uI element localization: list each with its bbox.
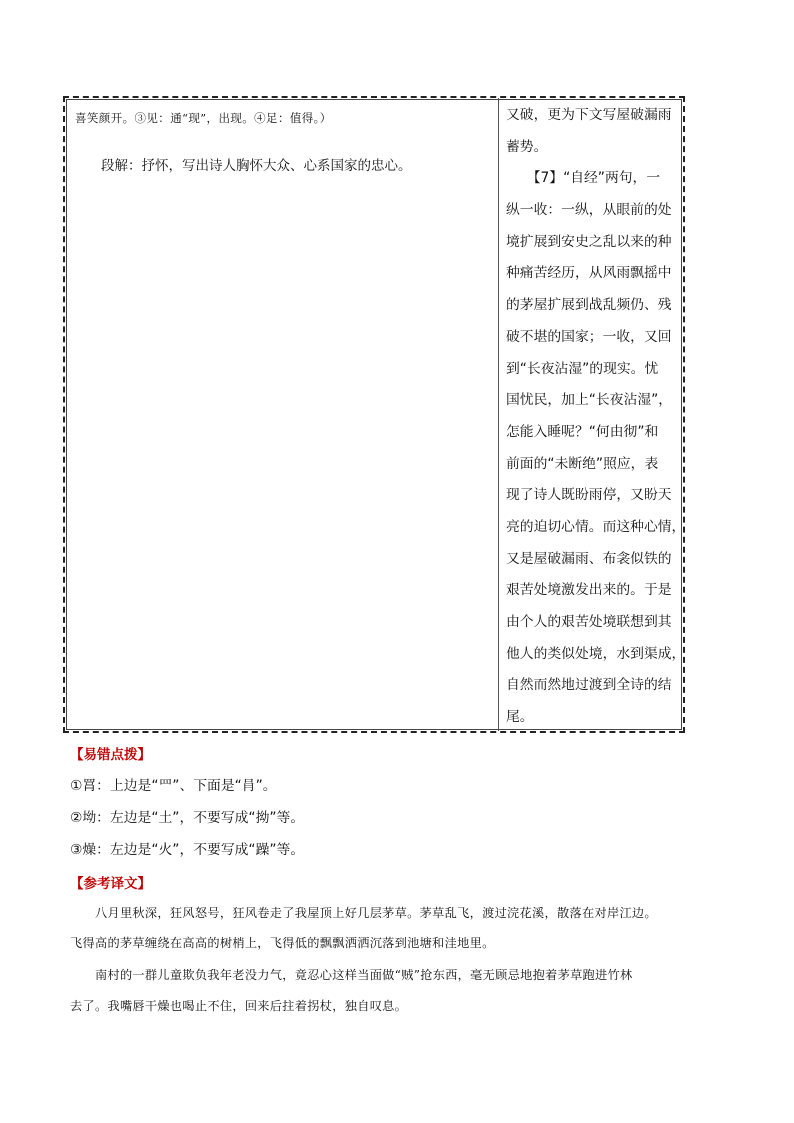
analysis-line: 现了诗人既盼雨停，又盼天 bbox=[506, 487, 672, 504]
analysis-line: 他人的类似处境，水到渠成， bbox=[506, 645, 686, 662]
analysis-line: 亮的迫切心情。而这种心情， bbox=[506, 518, 686, 535]
analysis-line: 尾。 bbox=[506, 709, 534, 726]
errors-heading: 【易错点拨】 bbox=[70, 747, 151, 763]
translation-line: 去了。我嘴唇干燥也喝止不住，回来后拄着拐杖，独自叹息。 bbox=[70, 999, 408, 1013]
analysis-line: 纵一收：一纵，从眼前的处 bbox=[506, 202, 672, 219]
translation-heading: 【参考译文】 bbox=[70, 876, 151, 892]
left-column bbox=[65, 98, 499, 731]
analysis-line: 种痛苦经历，从风雨飘摇中 bbox=[506, 265, 672, 282]
error-item: ②坳：左边是“土”，不要写成“拗”等。 bbox=[70, 810, 305, 826]
analysis-line: 艰苦处境激发出来的。于是 bbox=[506, 582, 672, 599]
analysis-line: 国忧民，加上“长夜沾湿”， bbox=[506, 392, 673, 409]
annotation-table bbox=[63, 96, 685, 733]
analysis-text bbox=[506, 100, 686, 734]
error-item: ③燥：左边是“火”，不要写成“躁”等。 bbox=[70, 842, 305, 858]
analysis-line: 【7】“自经”两句，一 bbox=[506, 170, 661, 187]
analysis-line: 的茅屋扩展到战乱频仍、残 bbox=[506, 297, 672, 314]
analysis-line: 由个人的艰苦处境联想到其 bbox=[506, 614, 672, 630]
paragraph-explanation: 段解：抒怀，写出诗人胸怀大众、心系国家的忠心。 bbox=[101, 158, 412, 174]
error-item: ①罥：上边是“罒”、下面是“肙”。 bbox=[70, 778, 277, 794]
analysis-line: 到“长夜沾湿”的现实。忧 bbox=[506, 360, 659, 377]
analysis-line: 蓄势。 bbox=[506, 138, 548, 155]
analysis-line: 境扩展到安史之乱以来的种 bbox=[506, 233, 672, 250]
analysis-line: 自然而然地过渡到全诗的结 bbox=[506, 677, 672, 694]
translation-line: 飞得高的茅草缠绕在高高的树梢上，飞得低的飘飘洒洒沉落到池塘和洼地里。 bbox=[70, 936, 495, 950]
right-column bbox=[500, 98, 686, 731]
analysis-line: 怎能入睡呢？“何由彻”和 bbox=[506, 423, 659, 440]
analysis-line: 又破，更为下文写屋破漏雨 bbox=[506, 107, 672, 123]
analysis-line: 破不堪的国家；一收，又回 bbox=[506, 328, 672, 345]
analysis-line: 前面的“未断绝”照应，表 bbox=[506, 455, 659, 472]
analysis-line: 又是屋破漏雨、布衾似铁的 bbox=[506, 550, 672, 567]
translation-line: 八月里秋深，狂风怒号，狂风卷走了我屋顶上好几层茅草。茅草乱飞，渡过浣花溪，散落在对岸江边。 bbox=[70, 906, 657, 920]
notes-line: 喜笑颜开。③见：通“现”，出现。④足：值得。） bbox=[75, 111, 332, 125]
translation-line: 南村的一群儿童欺负我年老没力气，竟忍心这样当面做“贼”抢东西，毫无顾忌地抱着茅草跑进竹林 bbox=[70, 968, 633, 982]
